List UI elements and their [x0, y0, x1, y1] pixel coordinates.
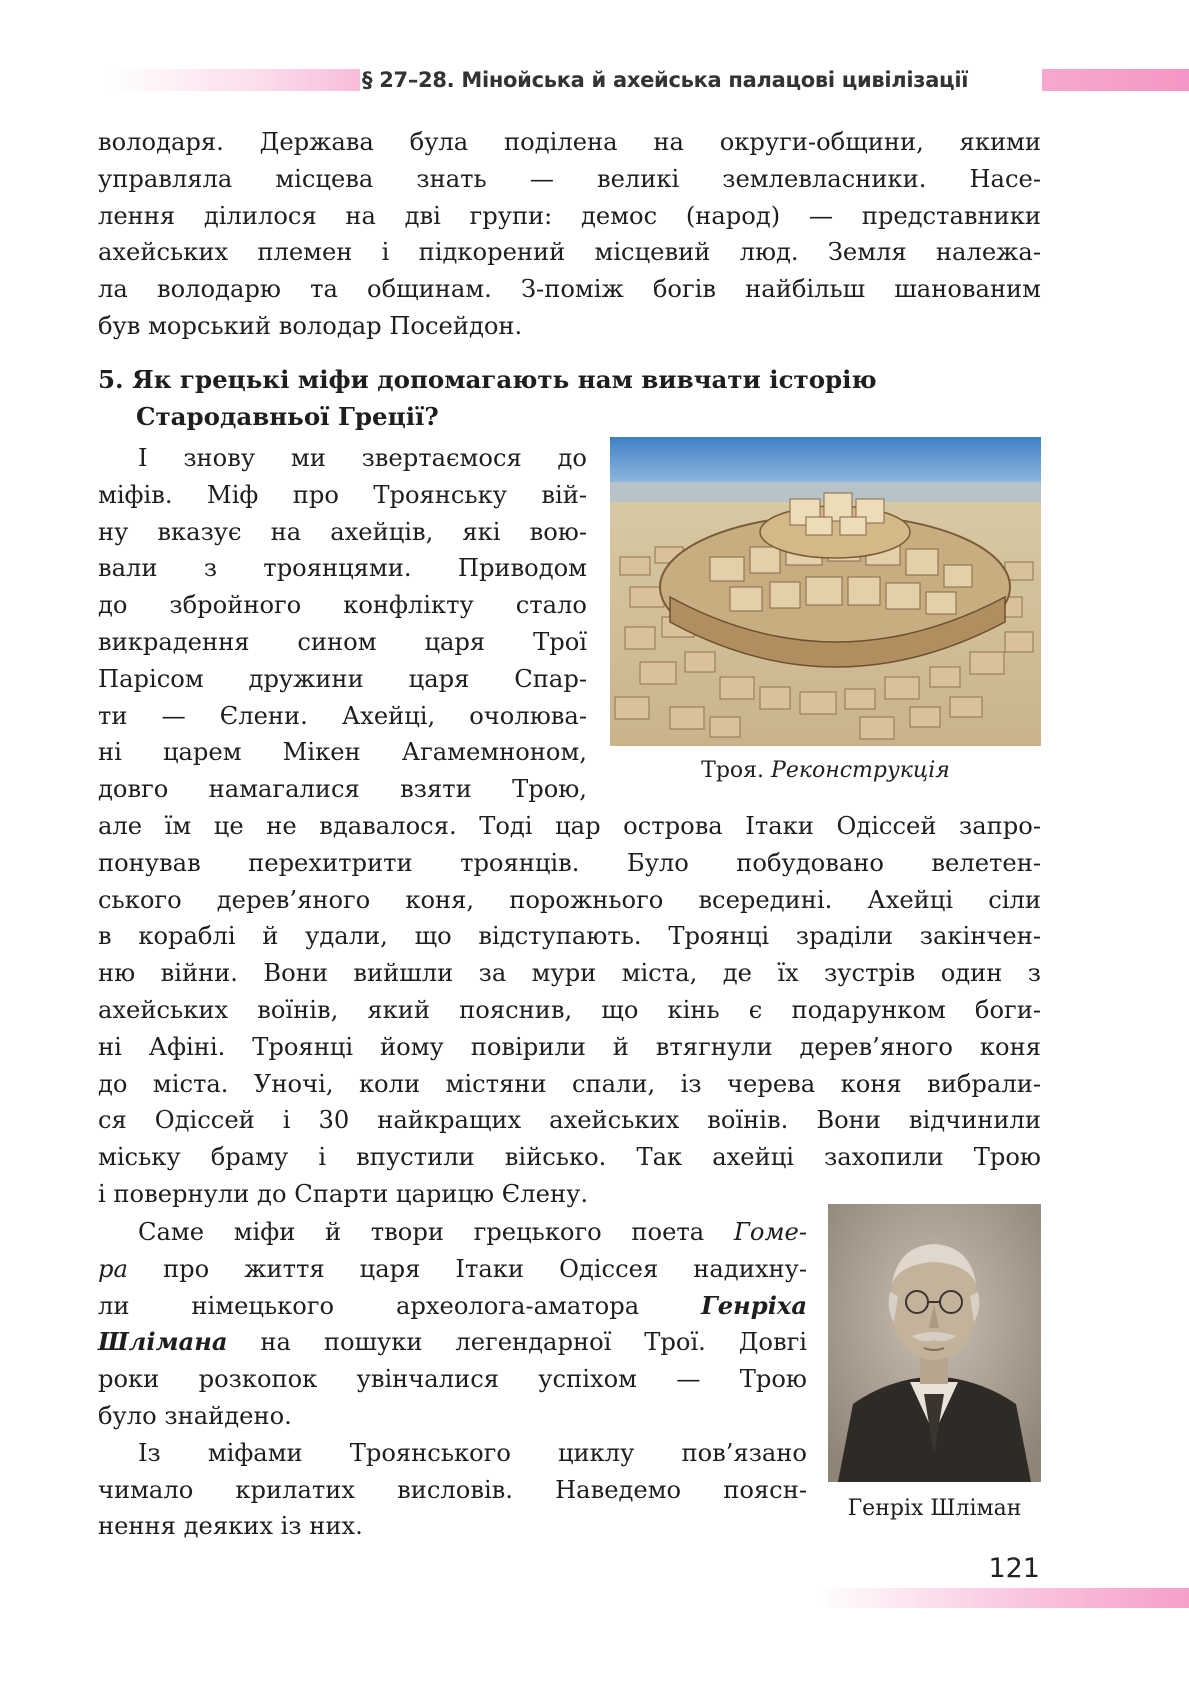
text-line: володаря. Держава була поділена на округи-общини, якими — [98, 128, 1041, 156]
text-line: в кораблі й удали, що відступають. Троянці зраділи закінчен- — [98, 922, 1041, 951]
intro-paragraph — [98, 124, 1041, 345]
text-line: ню війни. Вони вийшли за мури міста, де їх зустрів один з — [98, 959, 1041, 988]
text-line: міську браму і впустили військо. Так ахейці захопили Трою — [98, 1143, 1041, 1172]
text-line: було знайдено. — [98, 1401, 292, 1430]
schliemann-caption: Генріх Шліман — [847, 1496, 1022, 1521]
text-line — [98, 1288, 807, 1325]
text-line: міфів. Міф про Троянську вій- — [98, 480, 587, 509]
header-decor-bar-left — [108, 69, 360, 91]
homer-name-part: Гоме- — [733, 1218, 807, 1246]
text-line: вали з троянцями. Приводом — [98, 554, 587, 583]
text-line: ні царем Мікен Агамемноном, — [98, 738, 587, 767]
troy-caption-italic: Реконструкція — [771, 758, 950, 783]
section-heading-line2: Стародавньої Греції? — [136, 402, 439, 431]
text-line: викрадення сином царя Трої — [98, 627, 587, 656]
running-header-title: § 27–28. Мінойська й ахейська палацові цивілізації — [362, 68, 969, 92]
troy-reconstruction-image — [610, 437, 1041, 746]
text-line — [98, 1214, 807, 1251]
section-heading — [98, 361, 1041, 435]
text-line: ського дерев’яного коня, порожнього всередині. Ахейці сіли — [98, 885, 1041, 914]
header-decor-bar-right — [1042, 69, 1189, 91]
paragraph-2 — [98, 1214, 807, 1545]
text-line: і повернули до Спарти царицю Єлену. — [98, 1179, 589, 1208]
text-line: до міста. Уночі, коли містяни спали, із черева коня вибрали- — [98, 1069, 1041, 1098]
text-line: ахейських племен і підкорений місцевий люд. Земля належа- — [98, 238, 1041, 267]
troy-caption-plain: Троя. — [701, 758, 765, 783]
text-line: роки розкопок увінчалися успіхом — Трою — [98, 1365, 807, 1394]
text-line: ся Одіссей і 30 найкращих ахейських воїнів. Вони відчинили — [98, 1106, 1041, 1135]
text-line: довго намагалися взяти Трою, — [98, 775, 587, 804]
text-line: нення деяких із них. — [98, 1512, 363, 1541]
paragraph-1-narrow — [98, 440, 587, 808]
schliemann-portrait-image — [828, 1204, 1041, 1482]
homer-name-part: ра — [98, 1254, 128, 1283]
text-line: ні Афіні. Троянці йому повірили й втягнули дерев’яного коня — [98, 1032, 1041, 1061]
page-number: 121 — [988, 1553, 1040, 1584]
text-segment: на пошуки легендарної Трої. Довгі — [227, 1328, 807, 1357]
text-line: понував перехитрити троянців. Було побудовано велетен- — [98, 848, 1041, 877]
text-line: ахейських воїнів, який пояснив, що кінь є подарунком боги- — [98, 995, 1041, 1024]
text-segment: Саме міфи й твори грецького поета — [138, 1218, 734, 1246]
text-line: ла володарю та общинам. З-поміж богів найбільш шанованим — [98, 275, 1041, 304]
text-line: до збройного конфлікту стало — [98, 591, 587, 620]
text-line — [98, 1251, 807, 1288]
text-line: Парісом дружини царя Спар- — [98, 664, 587, 693]
text-line: управляла місцева знать — великі землевласники. Насе- — [98, 164, 1041, 193]
schliemann-name-part: Генріха — [701, 1290, 807, 1320]
text-segment: ли німецького археолога-аматора — [98, 1291, 702, 1320]
paragraph-1-full — [98, 808, 1041, 1213]
text-line: був морський володар Посейдон. — [98, 311, 523, 340]
section-heading-line1: 5. Як грецькі міфи допомагають нам вивчати історію — [98, 365, 877, 394]
text-line: Із міфами Троянського циклу пов’язано — [138, 1438, 807, 1467]
schliemann-name-part: Шлімана — [98, 1327, 228, 1357]
text-line: лення ділилося на дві групи: демос (народ) — представники — [98, 201, 1041, 230]
text-line: І знову ми звертаємося до — [138, 444, 587, 472]
text-line: чимало крилатих висловів. Наведемо поясн- — [98, 1475, 807, 1504]
text-line: але їм це не вдавалося. Тоді цар острова Ітаки Одіссей запро- — [98, 812, 1041, 840]
troy-image-caption — [610, 756, 1041, 786]
text-segment: про життя царя Ітаки Одіссея надихну- — [127, 1254, 807, 1283]
footer-decor-bar — [815, 1588, 1189, 1608]
text-line — [98, 1324, 807, 1361]
text-line: ти — Єлени. Ахейці, очолюва- — [98, 701, 587, 730]
text-line: ну вказує на ахейців, які вою- — [98, 517, 587, 546]
